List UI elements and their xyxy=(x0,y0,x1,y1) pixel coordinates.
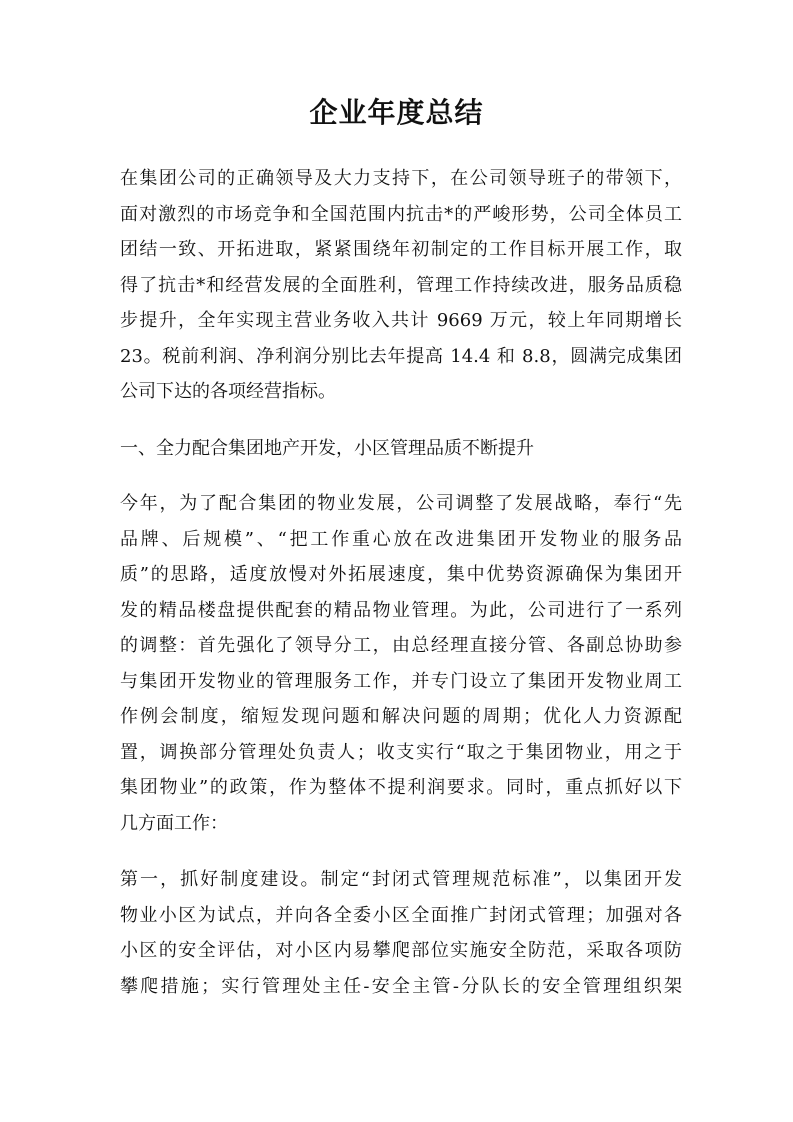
text-line: 物业小区为试点，并向各全委小区全面推广封闭式管理；加强对各 xyxy=(120,904,682,926)
text-line: 品牌、后规模”、“把工作重心放在改进集团开发物业的服务品 xyxy=(120,528,682,550)
text-line: 发的精品楼盘提供配套的精品物业管理。为此，公司进行了一系列 xyxy=(120,599,682,621)
text-line: 作例会制度，缩短发现问题和解决问题的周期；优化人力资源配 xyxy=(120,706,682,727)
text-line: 集团物业”的政策，作为整体不提利润要求。同时，重点抓好以下 xyxy=(120,777,682,798)
text-line: 公司下达的各项经营指标。 xyxy=(120,381,336,402)
text-line: 置，调换部分管理处负责人；收支实行“取之于集团物业，用之于 xyxy=(120,741,682,763)
intro-paragraph xyxy=(120,161,682,410)
document-title: 企业年度总结 xyxy=(309,96,484,129)
text-line: 在集团公司的正确领导及大力支持下，在公司领导班子的带领下， xyxy=(120,168,682,189)
text-line: 团结一致、开拓进取，紧紧围绕年初制定的工作目标开展工作，取 xyxy=(120,239,682,260)
text-line: 步提升，全年实现主营业务收入共计 9669 万元，较上年同期增长 xyxy=(120,310,682,331)
section-heading xyxy=(120,431,682,467)
paragraph-spacing xyxy=(120,466,682,486)
text-line: 攀爬措施；实行管理处主任-安全主管-分队长的安全管理组织架 xyxy=(120,975,682,997)
text-line: 面对激烈的市场竞争和全国范围内抗击*的严峻形势，公司全体员工 xyxy=(120,203,682,225)
text-line: 质”的思路，适度放慢对外拓展速度，集中优势资源确保为集团开 xyxy=(120,564,682,585)
body-paragraph xyxy=(120,862,682,1004)
body-paragraph xyxy=(120,486,682,841)
text-line: 23。税前利润、净利润分别比去年提高 14.4 和 8.8，圆满完成集团 xyxy=(120,345,682,367)
text-line: 的调整：首先强化了领导分工，由总经理直接分管、各副总协助参 xyxy=(120,635,682,656)
paragraph-spacing xyxy=(120,410,682,431)
document-body xyxy=(120,161,682,1004)
text-line: 几方面工作： xyxy=(120,812,228,834)
text-line: 今年，为了配合集团的物业发展，公司调整了发展战略，奉行“先 xyxy=(120,493,682,514)
text-line: 得了抗击*和经营发展的全面胜利，管理工作持续改进，服务品质稳 xyxy=(120,274,682,296)
paragraph-spacing xyxy=(120,841,682,862)
text-line: 第一，抓好制度建设。制定“封闭式管理规范标准”，以集团开发 xyxy=(120,869,682,890)
text-line: 与集团开发物业的管理服务工作，并专门设立了集团开发物业周工 xyxy=(120,670,682,692)
text-line: 小区的安全评估，对小区内易攀爬部位实施安全防范，采取各项防 xyxy=(120,940,682,961)
text-line: 一、全力配合集团地产开发，小区管理品质不断提升 xyxy=(120,437,534,459)
